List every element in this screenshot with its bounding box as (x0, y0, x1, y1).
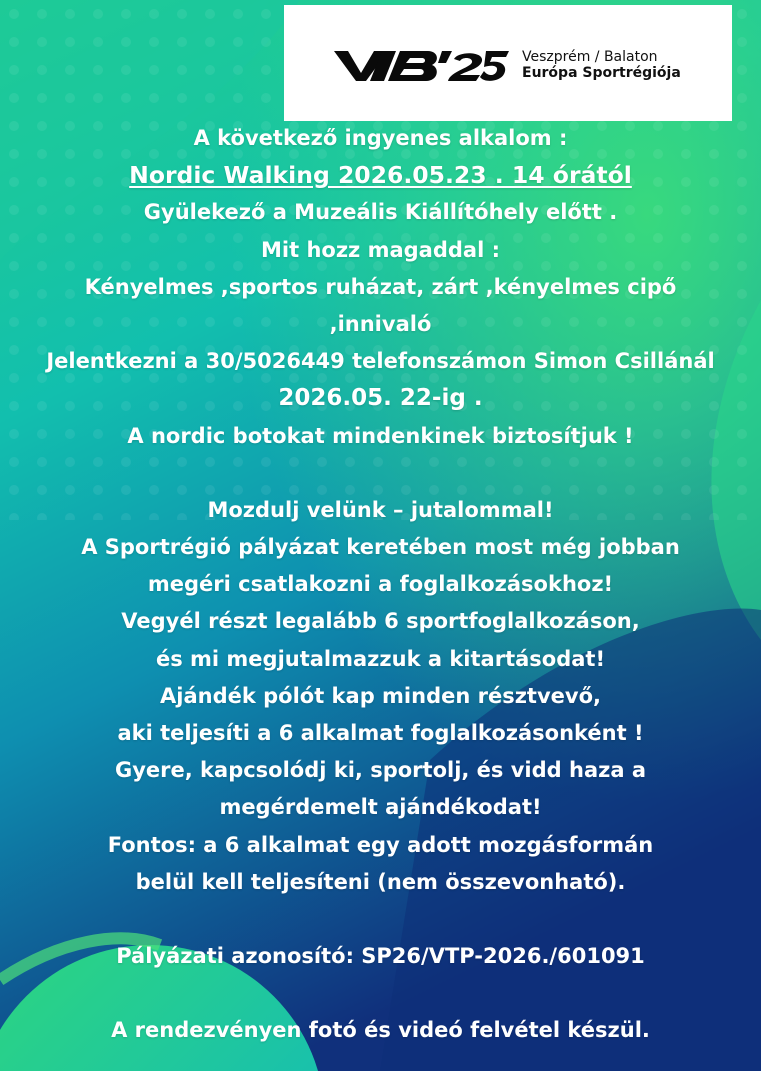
campaign-line: belül kell teljesíteni (nem összevonható). (135, 869, 626, 894)
spacer (0, 901, 761, 938)
grant-id: Pályázati azonosító: SP26/VTP-2026./601091 (116, 944, 645, 969)
campaign-line: Vegyél részt legalább 6 sportfoglalkozáson, (121, 609, 640, 634)
sponsor-logo-card (284, 5, 732, 121)
campaign-line: Mozdulj velünk – jutalommal! (207, 497, 554, 522)
campaign-line: aki teljesíti a 6 alkalmat foglalkozásonként ! (117, 721, 644, 746)
logo-line-sportregion: Európa Sportrégiója (522, 65, 681, 82)
registration-deadline: 2026.05. 22-ig . (278, 385, 483, 412)
bring-items-line-2: ,innivaló (329, 312, 432, 337)
event-headline: Nordic Walking 2026.05.23 . 14 órától (129, 161, 632, 190)
poles-provided: A nordic botokat mindenkinek biztosítjuk ! (127, 423, 634, 448)
bring-title: Mit hozz magaddal : (261, 237, 500, 262)
campaign-line: Gyere, kapcsolódj ki, sportolj, és vidd haza a (115, 758, 646, 783)
spacer (0, 455, 761, 492)
campaign-line: Ajándék pólót kap minden résztvevő, (160, 683, 601, 708)
spacer (0, 975, 761, 1012)
bring-items-line-1: Kényelmes ,sportos ruházat, zárt ,kényelmes cipő (84, 274, 677, 299)
logo-text (522, 49, 681, 81)
logo-line-region: Veszprém / Balaton (522, 49, 658, 65)
flyer-content (0, 120, 761, 1049)
registration-info: Jelentkezni a 30/5026449 telefonszámon Simon Csillánál (46, 349, 715, 374)
campaign-line: és mi megjutalmazzuk a kitartásodat! (155, 646, 606, 671)
campaign-line: Fontos: a 6 alkalmat egy adott mozgásformán (107, 832, 654, 857)
meeting-point: Gyülekező a Muzeális Kiállítóhely előtt . (143, 200, 618, 225)
campaign-line: megéri csatlakozni a foglalkozásokhoz! (147, 572, 614, 597)
intro-text: A következő ingyenes alkalom : (193, 126, 568, 150)
photo-notice: A rendezvényen fotó és videó felvétel készül. (111, 1018, 650, 1043)
vb26-logo-mark (334, 49, 509, 83)
campaign-line: A Sportrégió pályázat keretében most még jobban (81, 535, 680, 560)
campaign-line: megérdemelt ajándékodat! (219, 795, 542, 820)
